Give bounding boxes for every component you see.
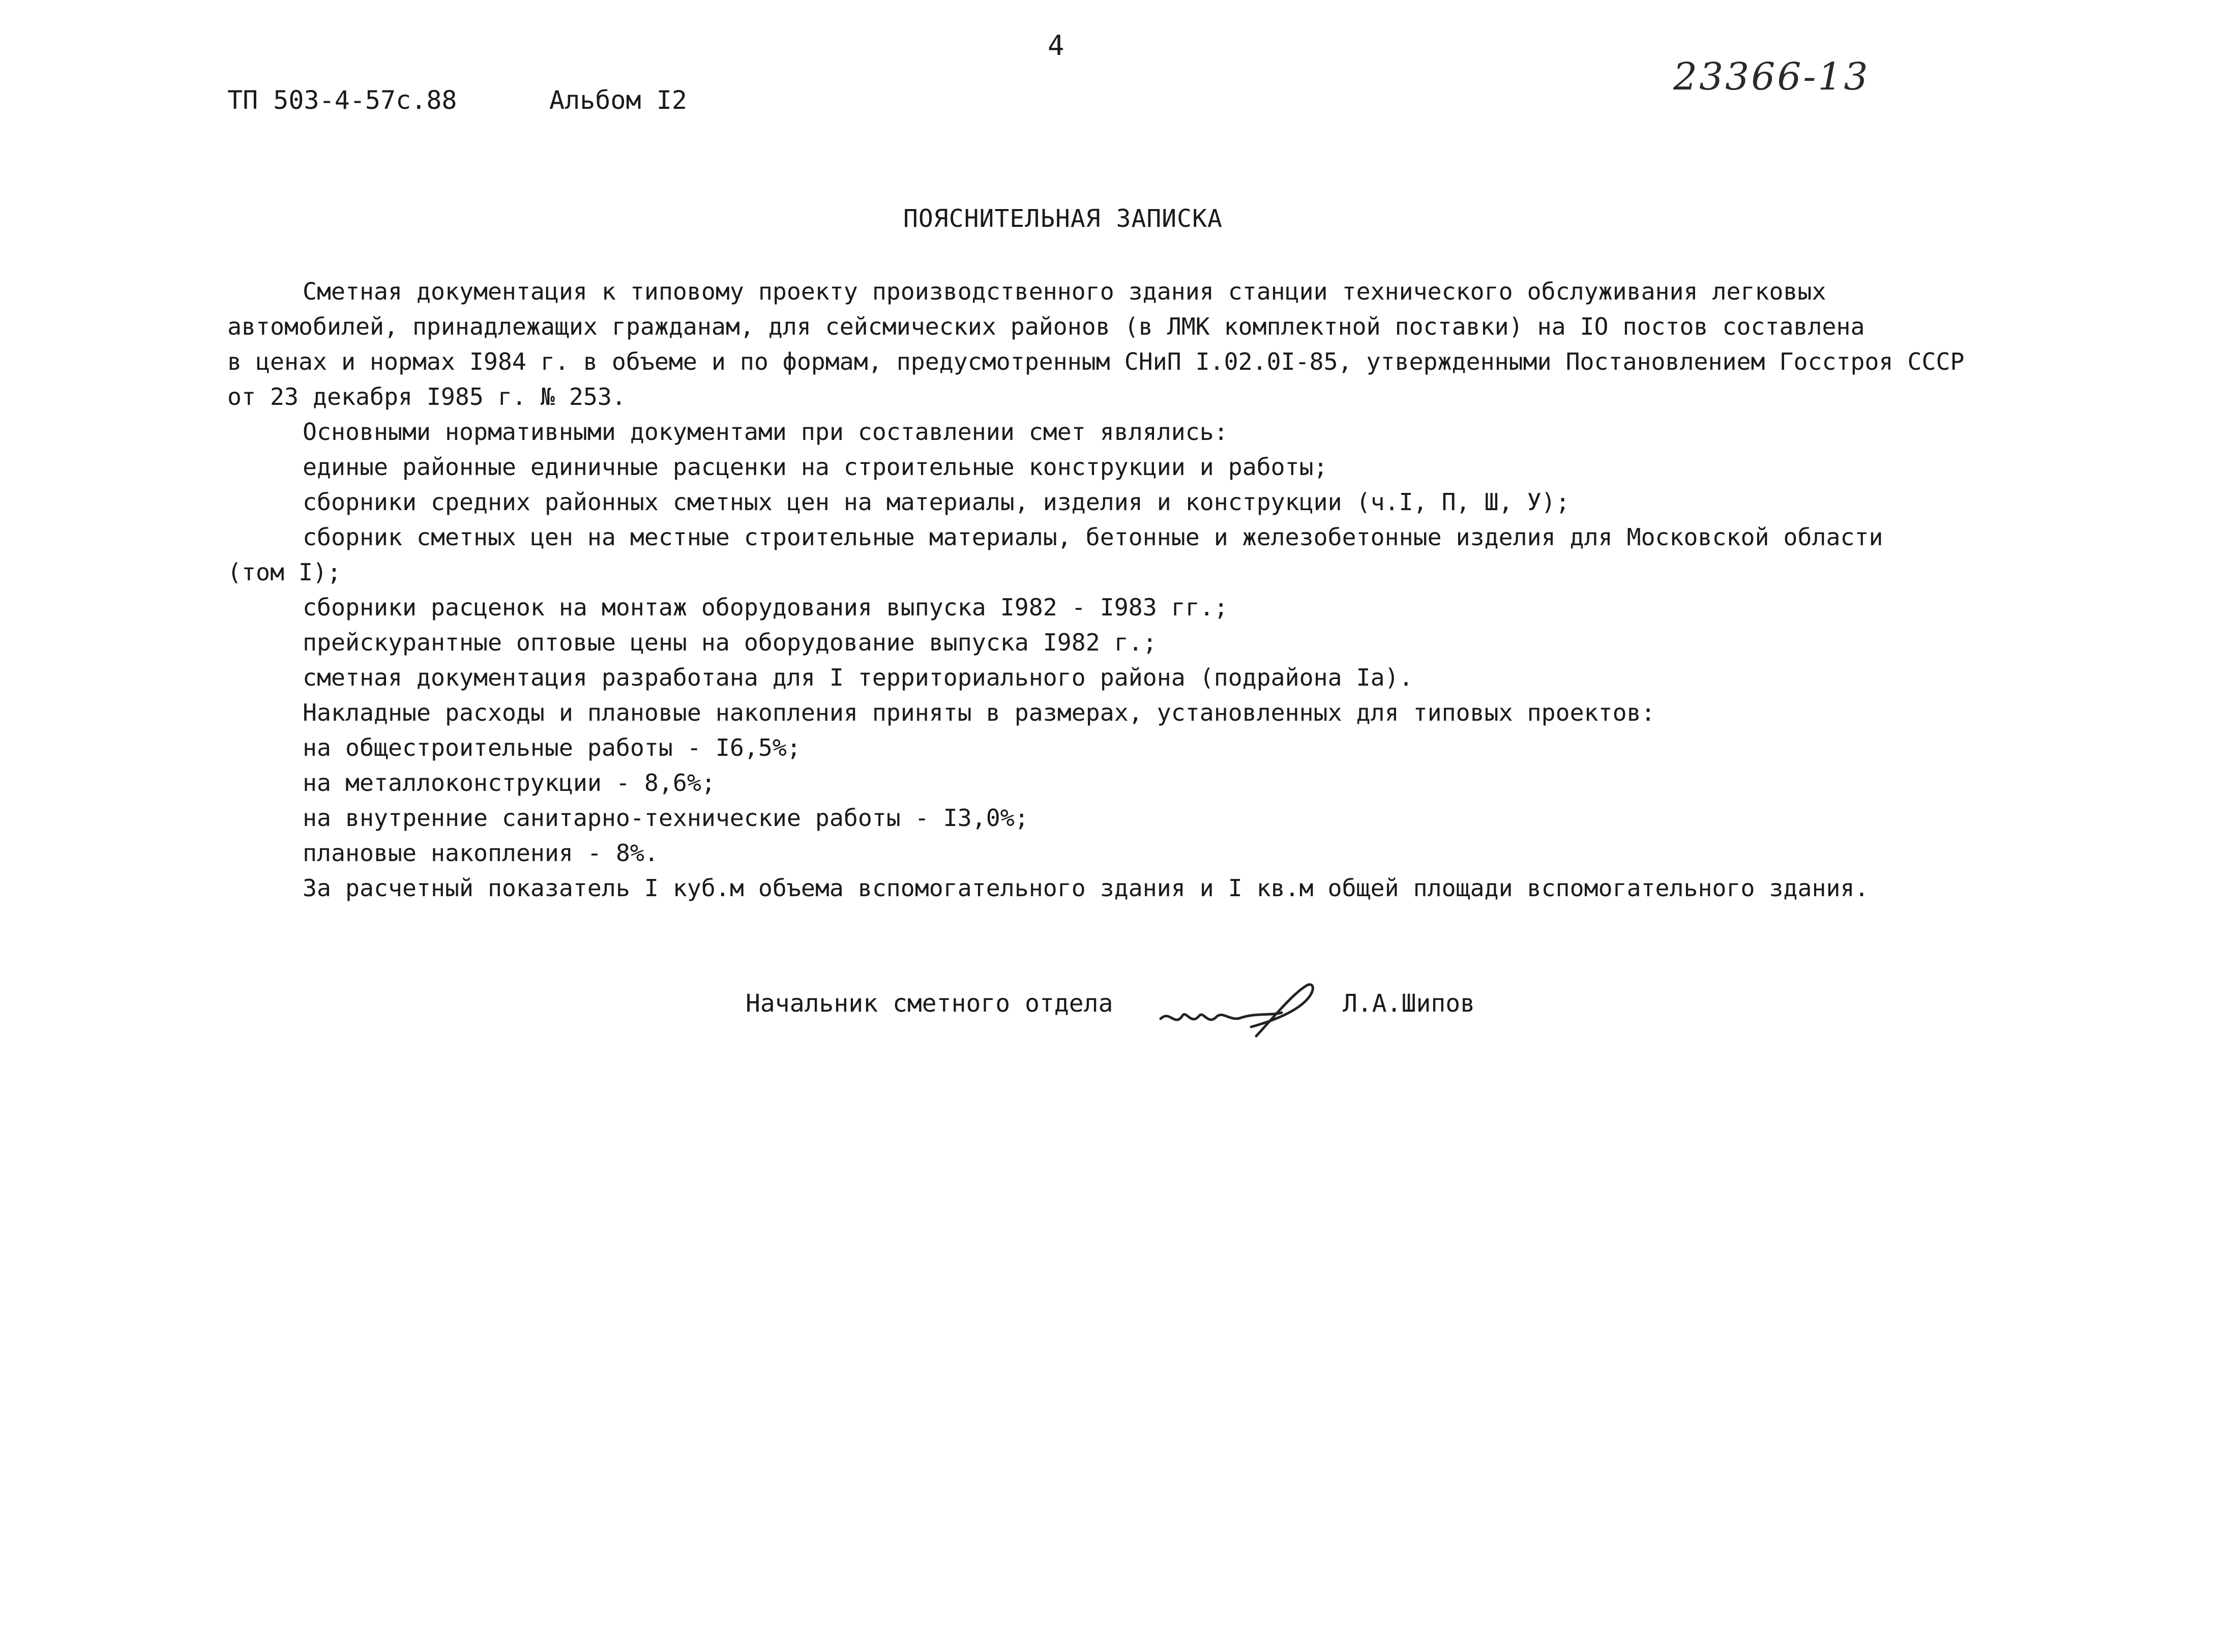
body-line: За расчетный показатель I куб.м объема вспомогательного здания и I кв.м общей площади вспомогательного здания. [303,874,1869,902]
body-line: в ценах и нормах I984 г. в объеме и по формам, предусмотренным СНиП I.02.0I-85, утвержденными Постановлением Госстроя СССР [227,348,1965,375]
document-code: ТП 503-4-57с.88 [227,85,457,115]
body-line: на общестроительные работы - I6,5%; [303,734,801,761]
signer-name: Л.А.Шипов [1343,989,1475,1018]
body-line: Основными нормативными документами при составлении смет являлись: [303,418,1228,446]
body-line: единые районные единичные расценки на строительные конструкции и работы; [303,453,1328,481]
body-line: прейскурантные оптовые цены на оборудование выпуска I982 г.; [303,629,1157,656]
body-line: Сметная документация к типовому проекту производственного здания станции технического обслуживания легковых [303,278,1826,305]
page-number: 4 [1048,29,1064,62]
signature-icon [1154,979,1322,1040]
body-line: сборники расценок на монтаж оборудования выпуска I982 - I983 гг.; [303,594,1228,621]
body-line: сборники средних районных сметных цен на материалы, изделия и конструкции (ч.I, П, Ш, У); [303,488,1570,516]
page-title: ПОЯСНИТЕЛЬНАЯ ЗАПИСКА [903,204,1223,233]
body-line: Накладные расходы и плановые накопления приняты в размерах, установленных для типовых проектов: [303,699,1655,726]
handwritten-inventory-number: 23366-13 [1673,55,1870,99]
body-line: сметная документация разработана для I территориального района (подрайона Iа). [303,664,1413,691]
body-line: (том I); [227,558,341,586]
signature-title: Начальник сметного отдела [746,989,1113,1018]
body-line: плановые накопления - 8%. [303,839,659,867]
album-label: Альбом I2 [549,85,687,115]
body-line: сборник сметных цен на местные строительные материалы, бетонные и железобетонные изделия для Московской области [303,523,1883,551]
body-line: автомобилей, принадлежащих гражданам, для сейсмических районов (в ЛМК комплектной поставки) на IO постов составлена [227,313,1865,340]
body-line: на металлоконструкции - 8,6%; [303,769,716,796]
body-line: на внутренние санитарно-технические работы - I3,0%; [303,804,1029,832]
body-line: от 23 декабря I985 г. № 253. [227,383,626,410]
